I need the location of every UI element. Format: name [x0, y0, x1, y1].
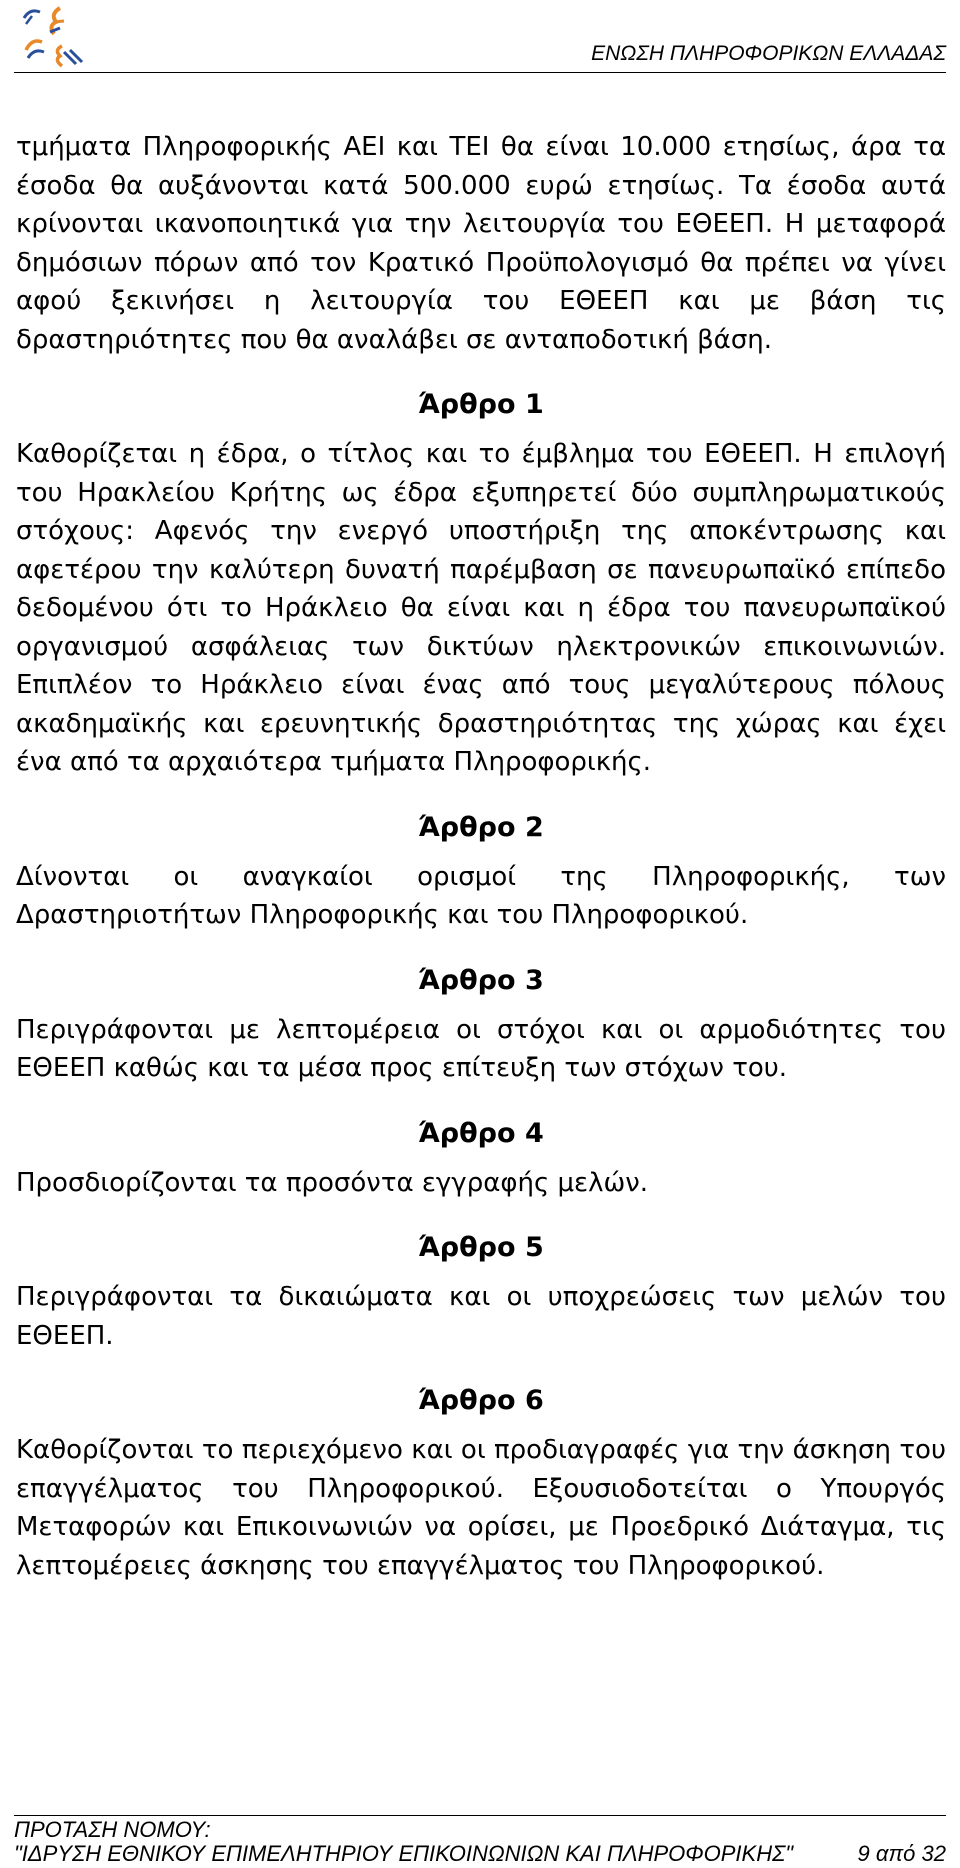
article-5-text: Περιγράφονται τα δικαιώματα και οι υποχρεώσεις των μελών του ΕΘΕΕΠ. — [16, 1282, 946, 1351]
article-6-heading: Άρθρο 6 — [418, 1385, 544, 1416]
article-2-text: Δίνονται οι αναγκαίοι ορισμοί της Πληροφορικής, των Δραστηριοτήτων Πληροφορικής και του Πληροφορικού. — [16, 861, 946, 930]
page-header — [14, 0, 946, 73]
document-body — [16, 128, 946, 1585]
footer-label: ΠΡΟΤΑΣΗ ΝΟΜΟΥ: — [14, 1817, 211, 1842]
page-footer — [14, 1815, 946, 1866]
article-5-heading: Άρθρο 5 — [418, 1232, 544, 1263]
article-1-text: Καθορίζεται η έδρα, ο τίτλος και το έμβλημα του ΕΘΕΕΠ. Η επιλογή του Ηρακλείου Κρήτης ως έδρα εξυπηρετεί δύο συμπληρωματικούς στόχους: Αφενός την ενεργό υποστήριξη της αποκέντρωσης και αφετέρου την καλύτερη δυνατή παρέμβαση σε πανευρωπαϊκό επίπεδο δεδομένου ότι το Ηράκλειο θα είναι και η έδρα του πανευρωπαϊκού οργανισμού ασφάλειας των δικτύων ηλεκτρονικών επικοινωνιών. Επιπλέον το Ηράκλειο είναι ένας από τους μεγαλύτερους πόλους ακαδημαϊκής και ερευνητικής δραστηριότητας της χώρας και έχει ένα από τα αρχαιότερα τμήματα Πληροφορικής. — [16, 439, 946, 777]
article-3-heading: Άρθρο 3 — [418, 964, 544, 996]
article-2-heading: Άρθρο 2 — [418, 811, 544, 843]
footer-law-title: "ΙΔΡΥΣΗ ΕΘΝΙΚΟΥ ΕΠΙΜΕΛΗΤΗΡΙΟΥ ΕΠΙΚΟΙΝΩΝΙΩΝ ΚΑΙ ΠΛΗΡΟΦΟΡΙΚΗΣ" — [14, 1841, 794, 1866]
header-title: ΕΝΩΣΗ ΠΛΗΡΟΦΟΡΙΚΩΝ ΕΛΛΑΔΑΣ — [591, 42, 946, 65]
page-number: 9 από 32 — [857, 1841, 946, 1866]
union-logo-icon — [20, 4, 96, 70]
article-6-text: Καθορίζονται το περιεχόμενο και οι προδιαγραφές για την άσκηση του επαγγέλματος του Πληροφορικού. Εξουσιοδοτείται ο Υπουργός Μεταφορών και Επικοινωνιών να ορίσει, με Προεδρικό Διάταγμα, τις λεπτομέρειες άσκησης του επαγγέλματος του Πληροφορικού. — [16, 1435, 946, 1581]
article-4-text: Προσδιορίζονται τα προσόντα εγγραφής μελών. — [16, 1167, 649, 1198]
article-4-heading: Άρθρο 4 — [418, 1117, 544, 1149]
article-1-heading: Άρθρο 1 — [418, 389, 544, 420]
article-3-text: Περιγράφονται με λεπτομέρεια οι στόχοι και οι αρμοδιότητες του ΕΘΕΕΠ καθώς και τα μέσα προς επίτευξη των στόχων του. — [16, 1014, 946, 1083]
intro-paragraph: τμήματα Πληροφορικής ΑΕΙ και ΤΕΙ θα είναι 10.000 ετησίως, άρα τα έσοδα θα αυξάνονται κατά 500.000 ευρώ ετησίως. Τα έσοδα αυτά κρίνονται ικανοποιητικά για την λειτουργία του ΕΘΕΕΠ. Η μεταφορά δημόσιων πόρων από τον Κρατικό Προϋπολογισμό θα πρέπει να γίνει αφού ξεκινήσει η λειτουργία του ΕΘΕΕΠ και με βάση τις δραστηριότητες που θα αναλάβει σε ανταποδοτική βάση. — [16, 132, 946, 355]
